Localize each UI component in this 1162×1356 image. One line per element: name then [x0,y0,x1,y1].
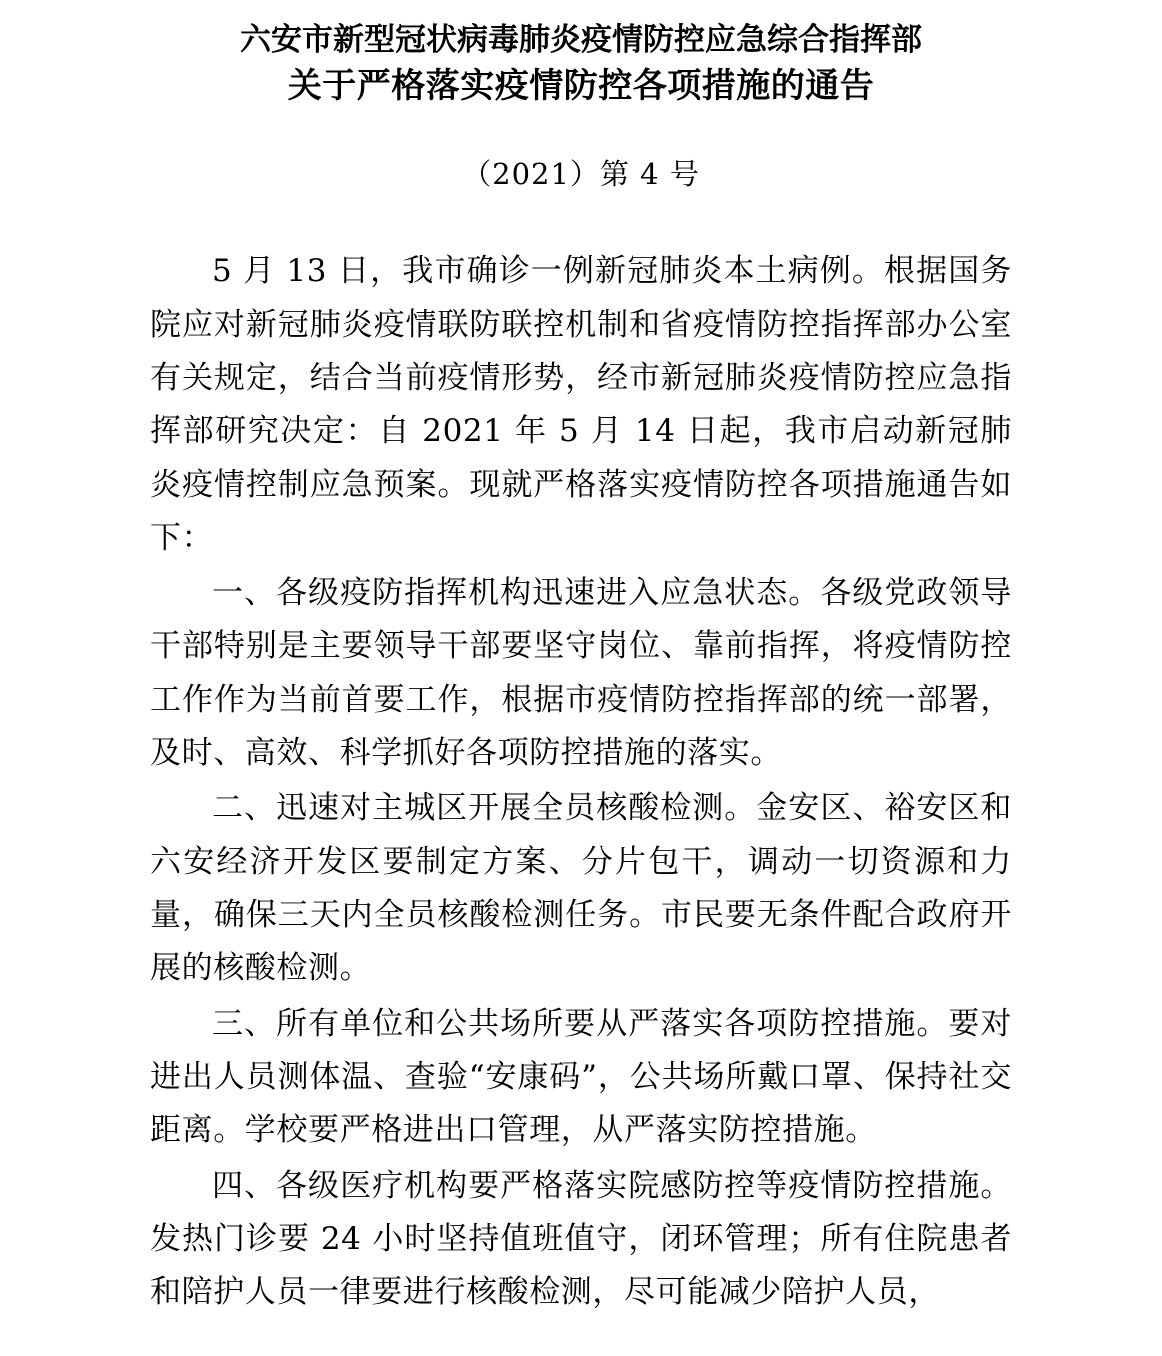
body-paragraph-2: 一、各级疫防指挥机构迅速进入应急状态。各级党政领导干部特别是主要领导干部要坚守岗位、靠前指挥，将疫情防控工作作为当前首要工作，根据市疫情防控指挥部的统一部署，及时、高效、科学抓好各项防控措施的落实。 [150,575,1012,772]
document-title [150,18,1012,110]
body-paragraph-3: 二、迅速对主城区开展全员核酸检测。金安区、裕安区和六安经济开发区要制定方案、分片包干，调动一切资源和力量，确保三天内全员核酸检测任务。市民要无条件配合政府开展的核酸检测。 [150,790,1012,987]
body-paragraph-4: 三、所有单位和公共场所要从严落实各项防控措施。要对进出人员测体温、查验“安康码”，公共场所戴口罩、保持社交距离。学校要严格进出口管理，从严落实防控措施。 [150,1005,1012,1149]
title-line-2: 关于严格落实疫情防控各项措施的通告 [287,66,875,107]
document-body [150,245,1012,1319]
document-number: （2021）第 4 号 [462,157,700,192]
title-line-1: 六安市新型冠状病毒肺炎疫情防控应急综合指挥部 [240,22,922,58]
body-paragraph-1: 5 月 13 日，我市确诊一例新冠肺炎本土病例。根据国务院应对新冠肺炎疫情联防联控机制和省疫情防控指挥部办公室有关规定，结合当前疫情形势，经市新冠肺炎疫情防控应急指挥部研究决定：自 2021 年 5 月 14 日起，我市启动新冠肺炎疫情控制应急预案。现就严格落实疫情防控各项措施通告如下： [150,253,1012,556]
body-paragraph-5: 四、各级医疗机构要严格落实院感防控等疫情防控措施。发热门诊要 24 小时坚持值班值守，闭环管理；所有住院患者和陪护人员一律要进行核酸检测，尽可能减少陪护人员， [150,1167,1012,1311]
